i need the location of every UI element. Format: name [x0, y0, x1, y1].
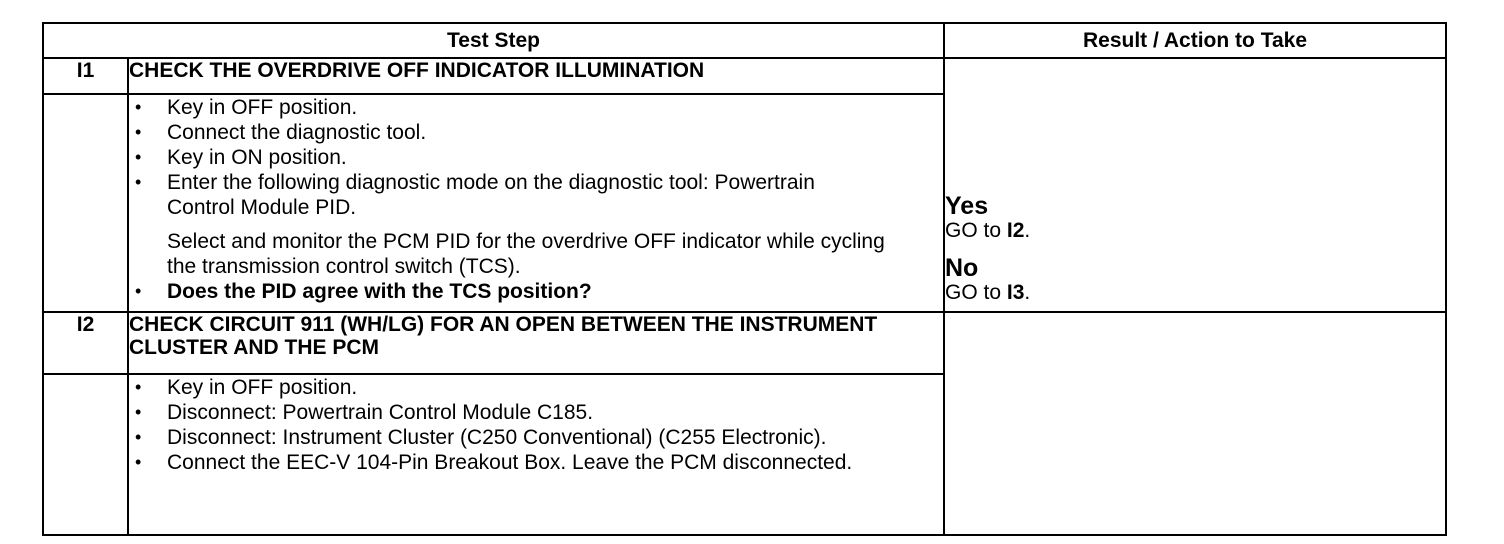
list-item: • Connect the EEC-V 104-Pin Breakout Box. Leave the PCM disconnected. [135, 451, 853, 474]
step-title: CHECK THE OVERDRIVE OFF INDICATOR ILLUMINATION [128, 58, 944, 94]
diagnostic-table [42, 22, 1447, 536]
list-item: • Key in OFF position. [135, 376, 358, 399]
list-item: • Does the PID agree with the TCS position? [135, 280, 592, 303]
step-id-spacer [43, 374, 128, 535]
step-body [128, 94, 944, 312]
step-title-row [43, 58, 1446, 94]
step-title: CHECK CIRCUIT 911 (WH/LG) FOR AN OPEN BETWEEN THE INSTRUMENT CLUSTER AND THE PCM [128, 312, 944, 374]
list-item: • Enter the following diagnostic mode on the diagnostic tool: Powertrain Control Module PID. [135, 171, 815, 219]
list-item: • Disconnect: Instrument Cluster (C250 Conventional) (C255 Electronic). [135, 426, 827, 449]
header-test-step: Test Step [43, 23, 944, 58]
step-body [128, 374, 944, 535]
yes-label: Yes [945, 192, 989, 220]
step-id: I2 [43, 312, 128, 374]
step-continuation: Select and monitor the PCM PID for the overdrive OFF indicator while cycling the transmission control switch (TCS). [167, 230, 885, 278]
result-block [945, 193, 1445, 305]
no-label: No [945, 254, 979, 282]
step-id: I1 [43, 58, 128, 94]
header-row [43, 23, 1446, 58]
step-question: Does the PID agree with the TCS position? [167, 280, 592, 303]
yes-target: I2 [1006, 219, 1025, 242]
step-title-row [43, 312, 1446, 374]
list-item: • Key in ON position. [135, 146, 347, 169]
list-item: • Connect the diagnostic tool. [135, 121, 427, 144]
step-bullets [129, 95, 943, 220]
result-cell [944, 312, 1446, 535]
no-action: GO to I3. [945, 281, 1031, 304]
step-id-spacer [43, 94, 128, 312]
header-result: Result / Action to Take [944, 23, 1446, 58]
yes-action: GO to I2. [945, 219, 1031, 242]
list-item: • Disconnect: Powertrain Control Module C185. [135, 401, 594, 424]
step-question-list [129, 279, 943, 304]
no-target: I3 [1006, 281, 1025, 304]
result-cell [944, 58, 1446, 312]
step-bullets [129, 375, 943, 475]
list-item: • Key in OFF position. [135, 96, 358, 119]
